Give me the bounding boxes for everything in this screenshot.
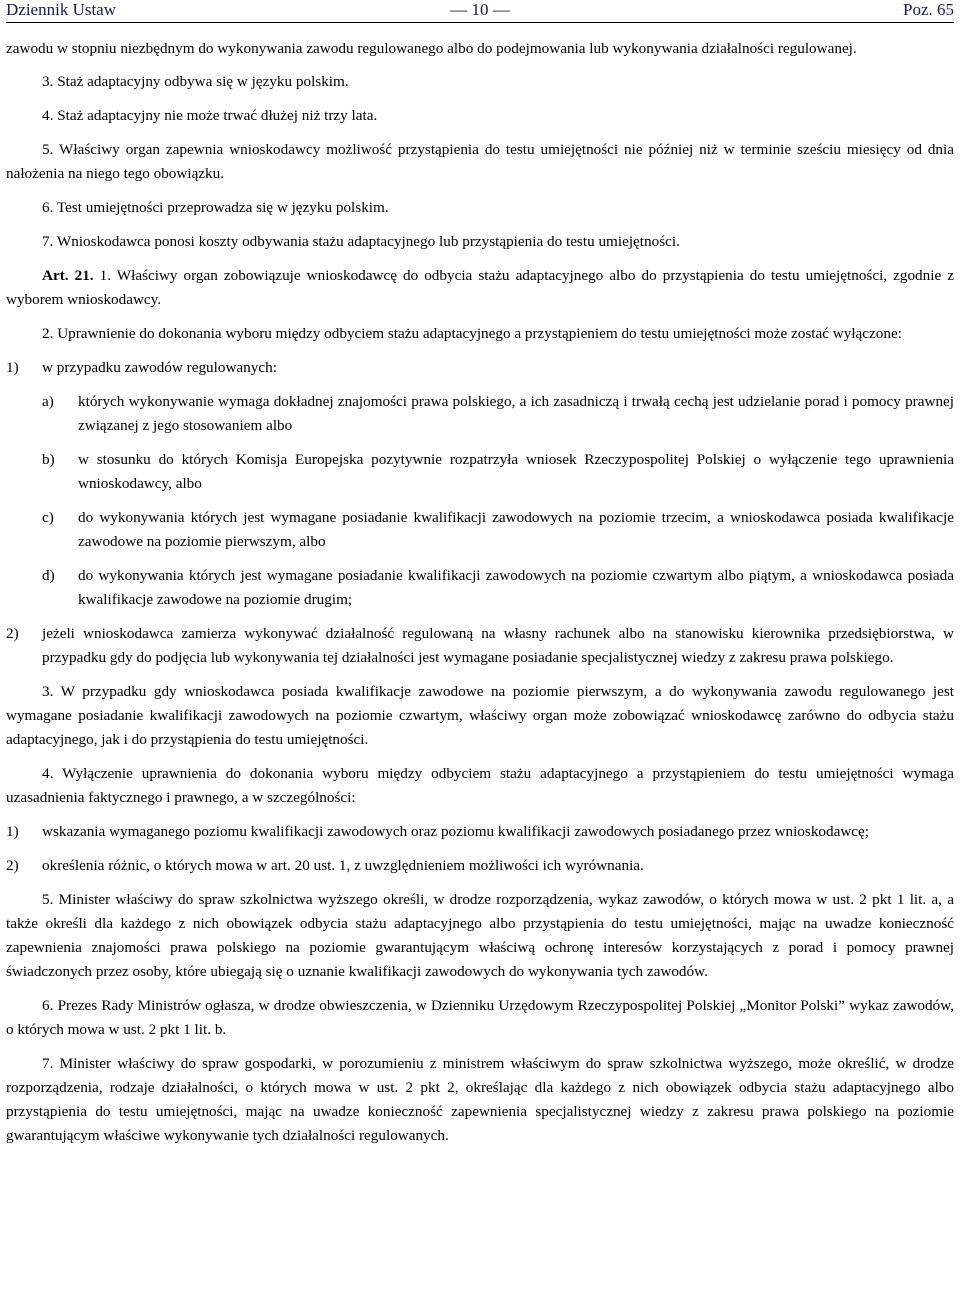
paragraph-4-item-2-text: określenia różnic, o których mowa w art. 20 ust. 1, z uwzględnieniem możliwości ich wyrównania. — [42, 857, 644, 874]
sub-item-a — [6, 390, 954, 438]
article-21-paragraph-2: 2. Uprawnienie do dokonania wyboru między odbyciem stażu adaptacyjnego a przystąpieniem do testu umiejętności może zostać wyłączone: — [42, 325, 902, 342]
list-item-2 — [6, 622, 954, 670]
paragraph-4-item-2 — [6, 854, 954, 878]
list-item-1 — [6, 356, 954, 380]
list-item-1-marker: 1) — [6, 359, 19, 376]
document-body — [6, 37, 954, 1148]
paragraph-5: 5. Właściwy organ zapewnia wnioskodawcy możliwość przystąpienia do testu umiejętności nie później niż w terminie sześciu miesięcy od dnia nałożenia na niego tego obowiązku. — [6, 141, 954, 182]
article-21-paragraph-4: 4. Wyłączenie uprawnienia do dokonania wyboru między odbyciem stażu adaptacyjnego a przystąpieniem do testu umiejętności wymaga uzasadnienia faktycznego i prawnego, a w szczególności: — [6, 765, 954, 806]
paragraph-6: 6. Test umiejętności przeprowadza się w języku polskim. — [42, 199, 389, 216]
article-21-paragraph-7: 7. Minister właściwy do spraw gospodarki, w porozumieniu z ministrem właściwym do spraw szkolnictwa wyższego, może określić, w drodze rozporządzenia, rodzaje działalności, o których mowa w ust. 2 pkt 2, określając dla każdego z nich obowiązek odbycia stażu adaptacyjnego albo przystąpienia do testu umiejętności, mając na uwadze konieczność zapewnienia specjalistycznej wiedzy z zakresu prawa polskiego na poziomie gwarantującym właściwe wykonywanie tych działalności regulowanych. — [6, 1055, 954, 1144]
paragraph-3: 3. Staż adaptacyjny odbywa się w języku polskim. — [42, 73, 349, 90]
sub-item-b-marker: b) — [42, 451, 55, 468]
position-number: Poz. 65 — [903, 0, 954, 19]
journal-title: Dziennik Ustaw — [6, 0, 117, 19]
paragraph-4-item-1-text: wskazania wymaganego poziomu kwalifikacji zawodowych oraz poziomu kwalifikacji zawodowych posiadanego przez wnioskodawcę; — [42, 823, 870, 840]
page-number: — 10 — — [450, 0, 510, 19]
list-item-2-marker: 2) — [6, 625, 19, 642]
sub-item-c — [6, 506, 954, 554]
document-page — [6, 0, 954, 1296]
sub-item-b — [6, 448, 954, 496]
article-21-paragraph-5: 5. Minister właściwy do spraw szkolnictwa wyższego określi, w drodze rozporządzenia, wykaz zawodów, o których mowa w ust. 2 pkt 1 lit. a, a także określi dla każdego z nich obowiązek odbycia stażu adaptacyjnego albo przystąpienia do testu umiejętności, mając na uwadze konieczność zapewnienia znajomości prawa polskiego na poziomie gwarantującym właściwą ochronę interesów korzystających z porad i pomocy prawnej świadczonych przez osoby, które ubiegają się o uznanie kwalifikacji zawodowych do wykonywania tych zawodów. — [6, 891, 954, 980]
article-21-label: Art. 21. — [42, 267, 94, 284]
paragraph-4-item-2-marker: 2) — [6, 857, 19, 874]
sub-item-c-marker: c) — [42, 509, 54, 526]
list-item-1-text: w przypadku zawodów regulowanych: — [42, 359, 277, 376]
article-21-paragraph-3: 3. W przypadku gdy wnioskodawca posiada kwalifikacje zawodowe na poziomie pierwszym, a do wykonywania zawodu regulowanego jest wymagane posiadanie kwalifikacji zawodowych na poziomie czwartym, właściwy organ może zobowiązać wnioskodawcę zarówno do odbycia stażu adaptacyjnego, jak i do przystąpienia do testu umiejętności. — [6, 683, 954, 748]
sub-item-d-text: do wykonywania których jest wymagane posiadanie kwalifikacji zawodowych na poziomie czwartym albo piątym, a wnioskodawca posiada kwalifikacje zawodowe na poziomie drugim; — [78, 567, 954, 608]
paragraph-4-item-1-marker: 1) — [6, 823, 19, 840]
list-item-2-text: jeżeli wnioskodawca zamierza wykonywać działalność regulowaną na własny rachunek albo na stanowisku kierownika przedsiębiorstwa, w przypadku gdy do podjęcia lub wykonywania tej działalności jest wymagane posiadanie specjalistycznej wiedzy z zakresu prawa polskiego. — [42, 625, 954, 666]
page-header — [6, 0, 954, 23]
sub-item-d-marker: d) — [42, 567, 55, 584]
article-21-paragraph-1-text: 1. Właściwy organ zobowiązuje wnioskodawcę do odbycia stażu adaptacyjnego albo do przystąpienia do testu umiejętności, zgodnie z wyborem wnioskodawcy. — [6, 267, 954, 308]
sub-item-d — [6, 564, 954, 612]
sub-item-a-text: których wykonywanie wymaga dokładnej znajomości prawa polskiego, a ich zasadniczą i trwałą cechą jest udzielanie porad i pomocy prawnej związanej z jego stosowaniem albo — [78, 393, 954, 434]
sub-item-a-marker: a) — [42, 393, 54, 410]
paragraph-continuation: zawodu w stopniu niezbędnym do wykonywania zawodu regulowanego albo do podejmowania lub wykonywania działalności regulowanej. — [6, 40, 857, 57]
paragraph-4: 4. Staż adaptacyjny nie może trwać dłużej niż trzy lata. — [42, 107, 378, 124]
paragraph-4-item-1 — [6, 820, 954, 844]
article-21-paragraph-1 — [6, 264, 954, 312]
paragraph-7: 7. Wnioskodawca ponosi koszty odbywania stażu adaptacyjnego lub przystąpienia do testu umiejętności. — [42, 233, 680, 250]
sub-item-b-text: w stosunku do których Komisja Europejska pozytywnie rozpatrzyła wniosek Rzeczypospolitej Polskiej o wyłączenie tego uprawnienia wnioskodawcy, albo — [78, 451, 954, 492]
sub-item-c-text: do wykonywania których jest wymagane posiadanie kwalifikacji zawodowych na poziomie trzecim, a wnioskodawca posiada kwalifikacje zawodowe na poziomie pierwszym, albo — [78, 509, 954, 550]
article-21-paragraph-6: 6. Prezes Rady Ministrów ogłasza, w drodze obwieszczenia, w Dzienniku Urzędowym Rzeczypospolitej Polskiej „Monitor Polski” wykaz zawodów, o których mowa w ust. 2 pkt 1 lit. b. — [6, 997, 954, 1038]
